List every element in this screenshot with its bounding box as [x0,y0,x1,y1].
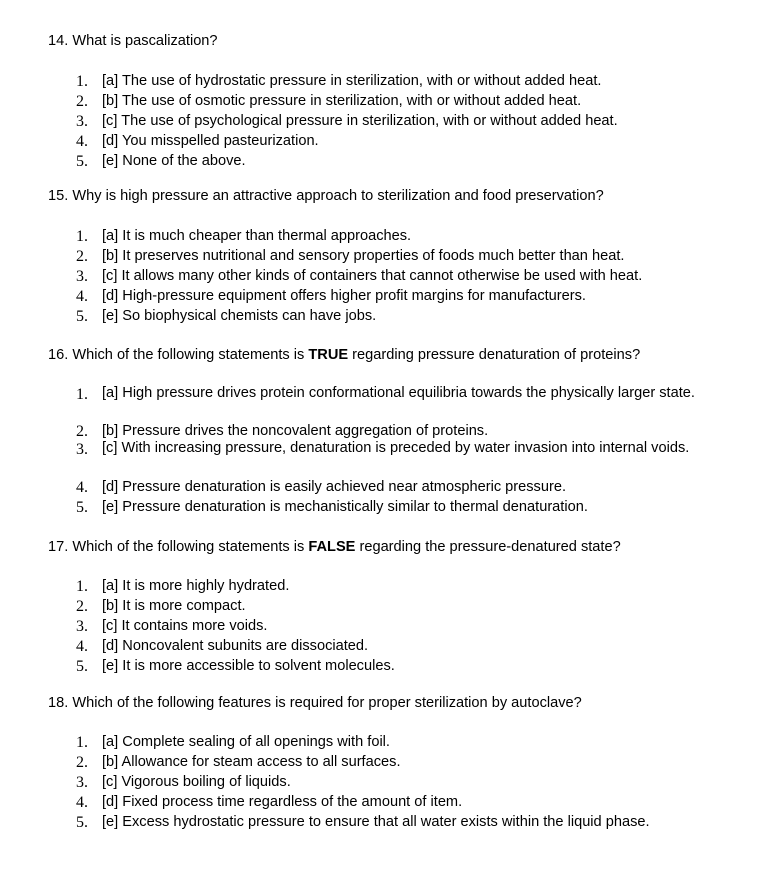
option-text: [e] None of the above. [102,153,246,169]
answer-option [76,498,716,518]
option-text: [e] Pressure denaturation is mechanistically similar to thermal denaturation. [102,499,588,515]
option-number: 1. [76,734,88,751]
option-number: 1. [76,578,88,595]
option-text: [c] Vigorous boiling of liquids. [102,774,291,790]
option-text: [b] Pressure drives the noncovalent aggregation of proteins. [102,423,489,439]
option-text: [a] It is more highly hydrated. [102,578,290,594]
option-number: 5. [76,658,88,675]
option-number: 5. [76,814,88,831]
question-title: 14. What is pascalization? [48,33,218,49]
answer-option [76,478,716,498]
option-text: [d] Noncovalent subunits are dissociated. [102,638,369,654]
answer-option [76,657,716,677]
option-text: [e] It is more accessible to solvent molecules. [102,658,395,674]
question-15 [48,186,748,325]
answer-option [76,112,716,132]
option-text: [c] It contains more voids. [102,618,268,634]
option-number: 5. [76,308,88,325]
option-number: 2. [76,598,88,615]
answer-option [76,597,716,617]
answer-list [76,385,716,518]
answer-option [76,733,766,753]
option-number: 5. [76,153,88,170]
answer-list [76,72,716,172]
answer-option [76,287,716,307]
emphasis-false: FALSE [308,539,356,555]
option-number: 3. [76,113,88,130]
answer-option [76,247,716,267]
option-number: 4. [76,479,88,496]
option-number: 4. [76,794,88,811]
option-number: 2. [76,423,88,440]
option-text: [d] Pressure denaturation is easily achieved near atmospheric pressure. [102,479,566,495]
option-text: [b] Allowance for steam access to all surfaces. [102,754,401,770]
option-text: [a] The use of hydrostatic pressure in sterilization, with or without added heat. [102,73,602,89]
option-number: 3. [76,268,88,285]
option-text: [b] It is more compact. [102,598,246,614]
answer-option [76,617,716,637]
option-text: [e] So biophysical chemists can have jobs. [102,308,377,324]
option-text: [d] High-pressure equipment offers higher profit margins for manufacturers. [102,288,586,304]
answer-option [76,753,766,773]
answer-option [76,152,716,172]
answer-list [76,577,716,677]
option-number: 5. [76,499,88,516]
emphasis-true: TRUE [308,347,349,363]
answer-option [76,72,716,92]
option-number: 4. [76,638,88,655]
option-number: 4. [76,288,88,305]
question-14 [48,31,748,170]
option-number: 4. [76,133,88,150]
option-text: [c] It allows many other kinds of containers that cannot otherwise be used with heat. [102,268,643,284]
question-title: 18. Which of the following features is required for proper sterilization by autoclave? [48,695,582,711]
answer-list [76,733,766,833]
answer-list [76,227,716,327]
option-text: [c] With increasing pressure, denaturation is preceded by water invasion into internal voids. [102,440,690,456]
option-text: [c] The use of psychological pressure in sterilization, with or without added heat. [102,113,618,129]
option-number: 2. [76,248,88,265]
answer-option [76,307,716,327]
option-number: 3. [76,774,88,791]
answer-option [76,793,766,813]
answer-option [76,132,716,152]
answer-option [76,385,716,422]
option-text: [a] High pressure drives protein conformational equilibria towards the physically larger state. [102,385,695,401]
answer-option [76,92,716,112]
answer-option [76,440,716,478]
option-text: [d] Fixed process time regardless of the amount of item. [102,794,463,810]
option-number: 2. [76,93,88,110]
question-17 [48,537,748,675]
option-number: 3. [76,441,88,458]
option-text: [b] The use of osmotic pressure in sterilization, with or without added heat. [102,93,582,109]
option-text: [d] You misspelled pasteurization. [102,133,319,149]
answer-option [76,267,716,287]
answer-option [76,577,716,597]
question-title: 17. Which of the following statements is FALSE regarding the pressure-denatured state? [48,539,621,555]
option-text: [a] Complete sealing of all openings with foil. [102,734,390,750]
option-number: 1. [76,228,88,245]
option-text: [a] It is much cheaper than thermal approaches. [102,228,412,244]
question-title: 15. Why is high pressure an attractive approach to sterilization and food preservation? [48,188,604,204]
question-18 [48,693,748,831]
question-16 [48,345,748,516]
option-number: 1. [76,386,88,403]
option-number: 3. [76,618,88,635]
answer-option [76,422,716,440]
answer-option [76,773,766,793]
option-text: [e] Excess hydrostatic pressure to ensure that all water exists within the liquid phase. [102,814,650,830]
answer-option [76,637,716,657]
option-text: [b] It preserves nutritional and sensory properties of foods much better than heat. [102,248,625,264]
answer-option [76,227,716,247]
option-number: 2. [76,754,88,771]
answer-option [76,813,766,833]
question-title: 16. Which of the following statements is TRUE regarding pressure denaturation of proteins? [48,347,641,363]
option-number: 1. [76,73,88,90]
